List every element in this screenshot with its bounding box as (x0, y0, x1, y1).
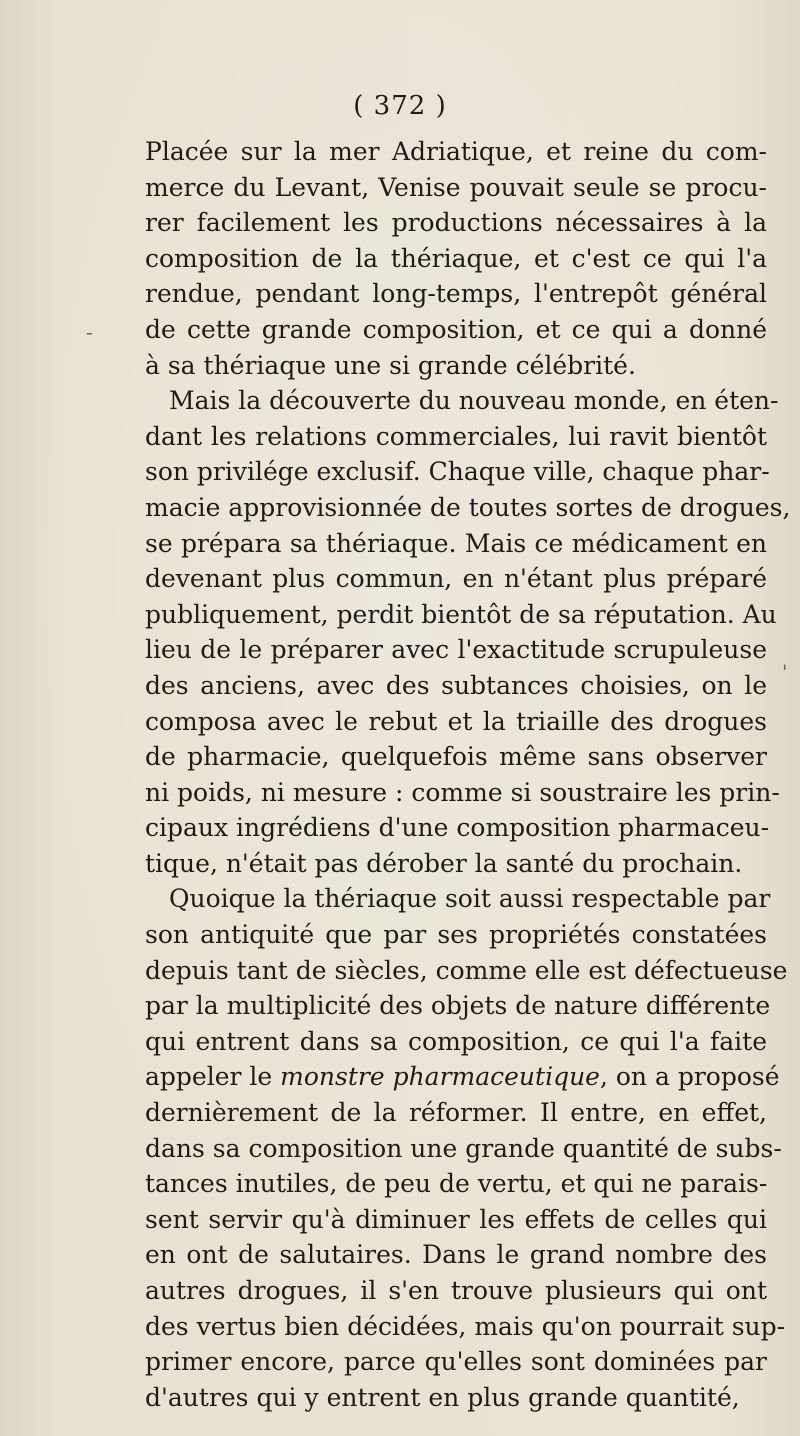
text-segment: appeler le (145, 1062, 281, 1092)
italic-phrase: monstre pharmaceutique (280, 1062, 600, 1092)
text-line: dans sa composition une grande quantité de subs- (145, 1133, 782, 1163)
text-line: macie approvisionnée de toutes sortes de drogues, (145, 492, 791, 522)
text-line: lieu de le préparer avec l'exactitude scrupuleuse (145, 635, 767, 665)
page-number: ( 372 ) (353, 91, 447, 121)
text-line: tique, n'était pas dérober la santé du prochain. (145, 848, 743, 878)
text-line: son antiquité que par ses propriétés constatées (145, 920, 767, 950)
text-line: dant les relations commerciales, lui ravit bientôt (145, 421, 767, 451)
text-line: Mais la découverte du nouveau monde, en éten- (169, 386, 779, 416)
text-line: publiquement, perdit bientôt de sa réputation. Au (145, 599, 777, 629)
text-line: de pharmacie, quelquefois même sans observer (145, 742, 767, 772)
text-line: Placée sur la mer Adriatique, et reine du com- (145, 137, 767, 166)
text-line: composition de la thériaque, et c'est ce qui l'a (145, 243, 767, 273)
text-line: rendue, pendant long-temps, l'entrepôt général (145, 279, 767, 309)
text-line: ni poids, ni mesure : comme si soustraire les prin- (145, 777, 780, 807)
text-line: qui entrent dans sa composition, ce qui l'a faite (145, 1026, 767, 1056)
text-line: composa avec le rebut et la triaille des drogues (145, 706, 767, 736)
text-line: merce du Levant, Venise pouvait seule se procu- (145, 172, 767, 202)
text-line: depuis tant de siècles, comme elle est défectueuse (145, 955, 788, 985)
text-line: cipaux ingrédiens d'une composition pharmaceu- (145, 813, 770, 843)
text-line: Quoique la thériaque soit aussi respectable par (169, 884, 771, 914)
text-line: tances inutiles, de peu de vertu, et qui ne parais- (145, 1169, 768, 1199)
text-line: à sa thériaque une si grande célébrité. (145, 350, 636, 380)
margin-mark-right: ' (782, 660, 788, 684)
text-line: de cette grande composition, et ce qui a donné (145, 314, 767, 344)
text-line: primer encore, parce qu'elles sont dominées par (145, 1347, 767, 1377)
text-line: rer facilement les productions nécessaires à la (145, 208, 767, 238)
body-text (145, 134, 791, 1415)
text-line: des vertus bien décidées, mais qu'on pourrait sup- (145, 1311, 786, 1341)
text-line: dernièrement de la réformer. Il entre, en effet, (145, 1098, 767, 1128)
text-line-with-italic (145, 1059, 780, 1095)
text-line: devenant plus commun, en n'étant plus préparé (145, 564, 767, 594)
text-line: par la multiplicité des objets de nature différente (145, 991, 771, 1021)
text-line: en ont de salutaires. Dans le grand nombre des (145, 1240, 767, 1270)
text-line: sent servir qu'à diminuer les effets de celles qui (145, 1204, 767, 1234)
text-line: des anciens, avec des subtances choisies, on le (145, 670, 767, 700)
text-line: autres drogues, il s'en trouve plusieurs qui ont (145, 1276, 767, 1305)
text-line: son privilége exclusif. Chaque ville, chaque phar- (145, 457, 770, 487)
text-line: se prépara sa thériaque. Mais ce médicament en (145, 528, 767, 558)
margin-mark-left: - (86, 320, 93, 344)
text-line: d'autres qui y entrent en plus grande quantité, (145, 1382, 740, 1412)
text-segment: , on a proposé (599, 1062, 780, 1092)
